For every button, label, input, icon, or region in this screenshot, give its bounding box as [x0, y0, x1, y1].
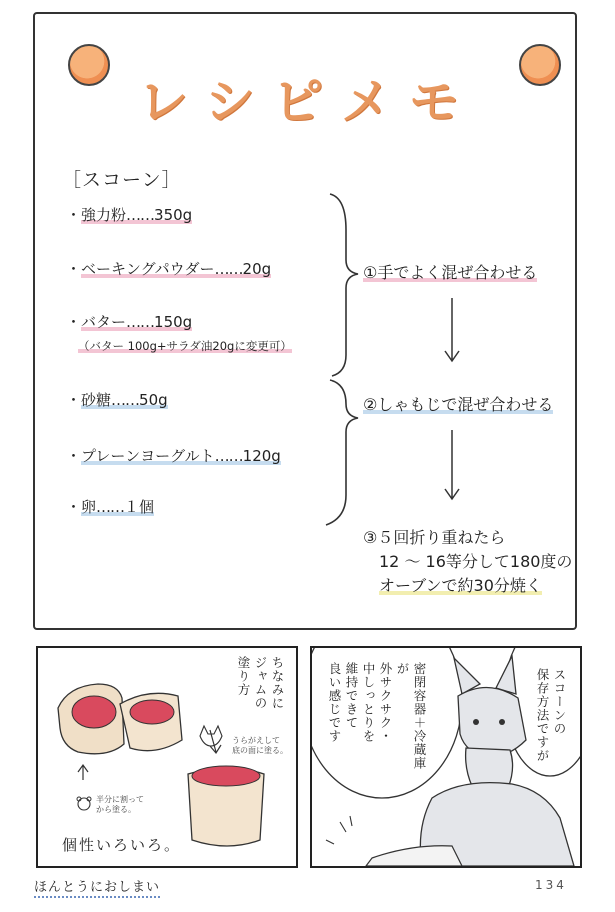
ingredient-item: ・ベーキングパウダー……20g	[66, 260, 272, 278]
arrow-down-icon	[440, 296, 464, 366]
step-3-line-2: 12 ～ 16等分して180度の	[379, 552, 573, 571]
ingredient-item: ・バター……150g	[66, 313, 193, 331]
panel1-caption: ちなみに ジャムの 塗り方	[236, 656, 285, 710]
step-1: ①手でよく混ぜ合わせる	[363, 263, 538, 282]
page-number: 134	[535, 878, 567, 892]
step-3: ③５回折り重ねたら	[363, 528, 506, 547]
memo-title: レシピメモ	[138, 73, 477, 131]
ingredient-note: （バター 100g+サラダ油20gに変更可）	[78, 339, 292, 353]
panel1-note-top: うらがえして 底の面に塗る。	[232, 736, 288, 755]
panel2-balloon-left: 密閉容器＋冷蔵庫が 外サクサク・ 中しっとりを 維持できて 良い感じです	[327, 662, 427, 770]
ingredient-item: ・強力粉……350g	[66, 206, 193, 224]
ingredient-item: ・プレーンヨーグルト……120g	[66, 447, 281, 465]
step-2: ②しゃもじで混ぜ合わせる	[363, 395, 554, 414]
panel1-note-bottom: 半分に割って から塗る。	[96, 795, 144, 814]
comic-panel-storage	[310, 646, 582, 868]
step-3-line-3: オーブンで約30分焼く	[379, 576, 542, 595]
recipe-section-title: ［スコーン］	[62, 169, 182, 191]
ingredient-item: ・砂糖……50g	[66, 391, 168, 409]
panel1-handwritten-note: 個性いろいろ。	[62, 836, 182, 854]
step-braces	[320, 190, 380, 535]
arrow-down-icon	[440, 428, 464, 504]
comic-panel-jam	[36, 646, 298, 868]
ingredient-item: ・卵……１個	[66, 498, 155, 516]
panel2-balloon-right: スコーンの 保存方法ですが	[535, 668, 567, 763]
footer-caption: ほんとうにおしまい	[34, 876, 160, 898]
